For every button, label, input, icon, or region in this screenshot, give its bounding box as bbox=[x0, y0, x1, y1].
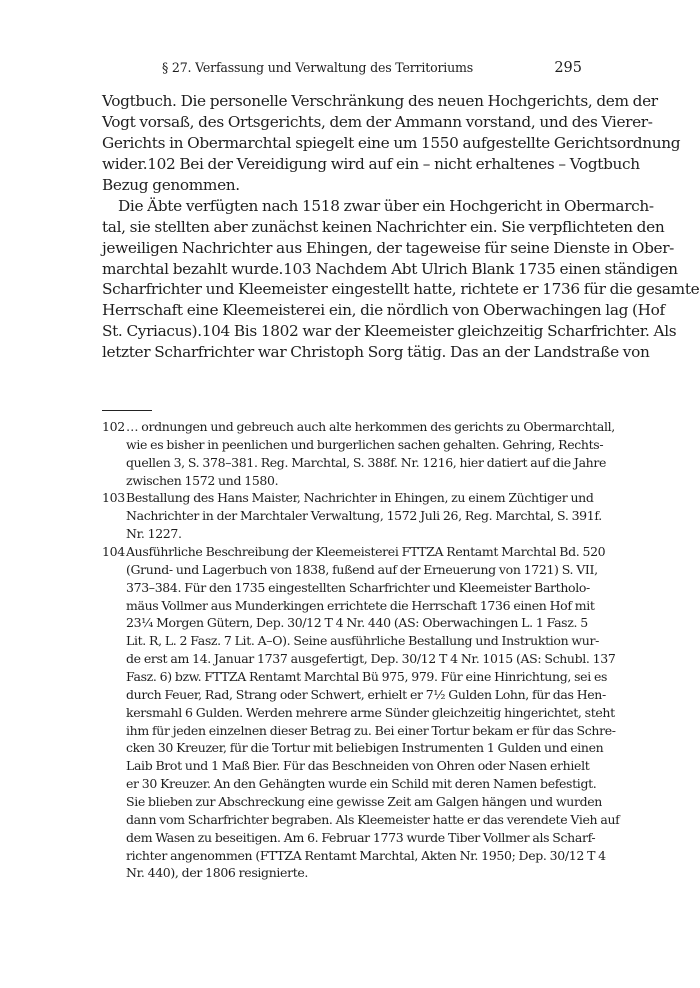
footnote-text: er 30 Kreuzer. An den Gehängten wurde ein Schild mit deren Namen befestigt. bbox=[126, 776, 597, 792]
footnote-text: dann vom Scharfrichter begraben. Als Kleemeister hatte er das verendete Vieh auf bbox=[126, 811, 620, 827]
footnote-number: 104 bbox=[102, 544, 125, 560]
footnote-separator bbox=[102, 410, 152, 411]
footnote-text: Laib Brot und 1 Maß Bier. Für das Beschneiden von Ohren oder Nasen erhielt bbox=[126, 758, 590, 774]
footnote-text: … ordnungen und gebreuch auch alte herkommen des gerichts zu Obermarchtall, bbox=[126, 419, 615, 434]
body-line: Bezug genommen. bbox=[102, 175, 240, 194]
footnote-line bbox=[102, 864, 582, 882]
footnote-text: mäus Vollmer aus Munderkingen errichtete die Herrschaft 1736 einen Hof mit bbox=[126, 597, 595, 613]
body-line: wider.102 Bei der Vereidigung wird auf ein – nicht erhaltenes – Vogtbuch bbox=[102, 154, 640, 173]
footnote-line bbox=[102, 686, 606, 704]
body-line: St. Cyriacus).104 Bis 1802 war der Kleemeister gleichzeitig Scharfrichter. Als bbox=[102, 322, 677, 341]
footnote-text: (Grund- und Lagerbuch von 1838, fußend auf der Erneuerung von 1721) S. VII, bbox=[126, 561, 598, 577]
footnote-line bbox=[102, 436, 604, 454]
footnote-text: 23¼ Morgen Gütern, Dep. 30/12 T 4 Nr. 440 (AS: Oberwachingen L. 1 Fasz. 5 bbox=[126, 615, 588, 631]
footnote-text: richter angenommen (FTTZA Rentamt Marchtal, Akten Nr. 1950; Dep. 30/12 T 4 bbox=[126, 847, 606, 863]
footnote-text: wie es bisher in peenlichen und burgerlichen sachen gehalten. Gehring, Rechts- bbox=[126, 436, 604, 452]
body-line: Vogt vorsaß, des Ortsgerichts, dem der Ammann vorstand, und des Vierer- bbox=[102, 112, 653, 131]
body-line: Gerichts in Obermarchtal spiegelt eine um 1550 aufgestellte Gerichtsordnung bbox=[102, 133, 681, 152]
footnote-line bbox=[102, 632, 599, 650]
body-line: marchtal bezahlt wurde.103 Nachdem Abt Ulrich Blank 1735 einen ständigen bbox=[102, 259, 678, 278]
footnote-line bbox=[102, 543, 606, 561]
running-head: § 27. Verfassung und Verwaltung des Territoriums bbox=[162, 60, 474, 75]
footnote-text: zwischen 1572 und 1580. bbox=[126, 472, 279, 488]
footnote-line bbox=[102, 614, 588, 632]
footnote-text: cken 30 Kreuzer, für die Tortur mit beliebigen Instrumenten 1 Gulden und einen bbox=[126, 740, 604, 756]
footnote-line bbox=[102, 597, 595, 615]
footnote-line bbox=[102, 579, 590, 597]
footnote-line bbox=[102, 829, 596, 847]
footnote-text: Bestallung des Hans Maister, Nachrichter in Ehingen, zu einem Züchtiger und bbox=[126, 490, 594, 506]
body-line: tal, sie stellten aber zunächst keinen Nachrichter ein. Sie verpflichteten den bbox=[102, 217, 665, 236]
footnote-line bbox=[102, 668, 608, 686]
footnote-line bbox=[102, 561, 598, 579]
footnote-line bbox=[102, 454, 607, 472]
footnote-text: Lit. R, L. 2 Fasz. 7 Lit. A–O). Seine ausführliche Bestallung und Instruktion wur- bbox=[126, 633, 599, 649]
footnote-line bbox=[102, 704, 615, 722]
page-number: 295 bbox=[554, 60, 582, 76]
footnote-text: durch Feuer, Rad, Strang oder Schwert, erhielt er 7½ Gulden Lohn, für das Hen- bbox=[126, 686, 606, 702]
footnote-line bbox=[102, 775, 597, 793]
footnote-line bbox=[102, 525, 582, 543]
footnote-line bbox=[102, 739, 604, 757]
footnote-number: 103 bbox=[102, 490, 125, 506]
footnote-line bbox=[102, 472, 582, 490]
footnote-line bbox=[102, 847, 606, 865]
footnote-number: 102 bbox=[102, 419, 125, 434]
footnote-line bbox=[102, 650, 616, 668]
footnote-line bbox=[102, 793, 603, 811]
footnote-line bbox=[102, 489, 594, 507]
footnote-text: Sie blieben zur Abschreckung eine gewisse Zeit am Galgen hängen und wurden bbox=[126, 794, 603, 810]
footnote-text: kersmahl 6 Gulden. Werden mehrere arme Sünder gleichzeitig hingerichtet, steht bbox=[126, 704, 615, 720]
footnote-line bbox=[102, 757, 590, 775]
footnote-text: ihm für jeden einzelnen dieser Betrag zu. Bei einer Tortur bekam er für das Schre- bbox=[126, 722, 616, 738]
body-line: Scharfrichter und Kleemeister eingestellt hatte, richtete er 1736 für die gesamte bbox=[102, 280, 700, 299]
footnote-line bbox=[102, 722, 616, 740]
body-line: Die Äbte verfügten nach 1518 zwar über ein Hochgericht in Obermarch- bbox=[118, 196, 654, 215]
body-line: Herrschaft eine Kleemeisterei ein, die nördlich von Oberwachingen lag (Hof bbox=[102, 301, 665, 320]
footnotes bbox=[102, 418, 620, 882]
footnote-line bbox=[102, 811, 620, 829]
footnote-text: Ausführliche Beschreibung der Kleemeisterei FTTZA Rentamt Marchtal Bd. 520 bbox=[126, 544, 606, 560]
footnote-text: 373–384. Für den 1735 eingestellten Scharfrichter und Kleemeister Bartholo- bbox=[126, 579, 590, 595]
footnote-text: Nr. 1227. bbox=[126, 526, 182, 542]
body-line: Vogtbuch. Die personelle Verschränkung des neuen Hochgerichts, dem der bbox=[102, 92, 658, 110]
footnote-text: quellen 3, S. 378–381. Reg. Marchtal, S. 388f. Nr. 1216, hier datiert auf die Jahre bbox=[126, 454, 607, 470]
footnote-text: Fasz. 6) bzw. FTTZA Rentamt Marchtal Bü 975, 979. Für eine Hinrichtung, sei es bbox=[126, 669, 608, 685]
footnote-text: de erst am 14. Januar 1737 ausgefertigt, Dep. 30/12 T 4 Nr. 1015 (AS: Schubl. 137 bbox=[126, 651, 616, 667]
footnote-text: dem Wasen zu beseitigen. Am 6. Februar 1773 wurde Tiber Vollmer als Scharf- bbox=[126, 829, 596, 845]
footnote-text: Nachrichter in der Marchtaler Verwaltung, 1572 Juli 26, Reg. Marchtal, S. 391f. bbox=[126, 508, 602, 524]
footnote-line bbox=[102, 507, 602, 525]
page-header bbox=[102, 60, 582, 84]
body-line: letzter Scharfrichter war Christoph Sorg tätig. Das an der Landstraße von bbox=[102, 343, 650, 362]
footnote-text: Nr. 440), der 1806 resignierte. bbox=[126, 865, 309, 881]
footnote-line bbox=[102, 418, 615, 436]
body-text bbox=[102, 91, 700, 363]
body-line: jeweiligen Nachrichter aus Ehingen, der tageweise für seine Dienste in Ober- bbox=[102, 238, 675, 257]
